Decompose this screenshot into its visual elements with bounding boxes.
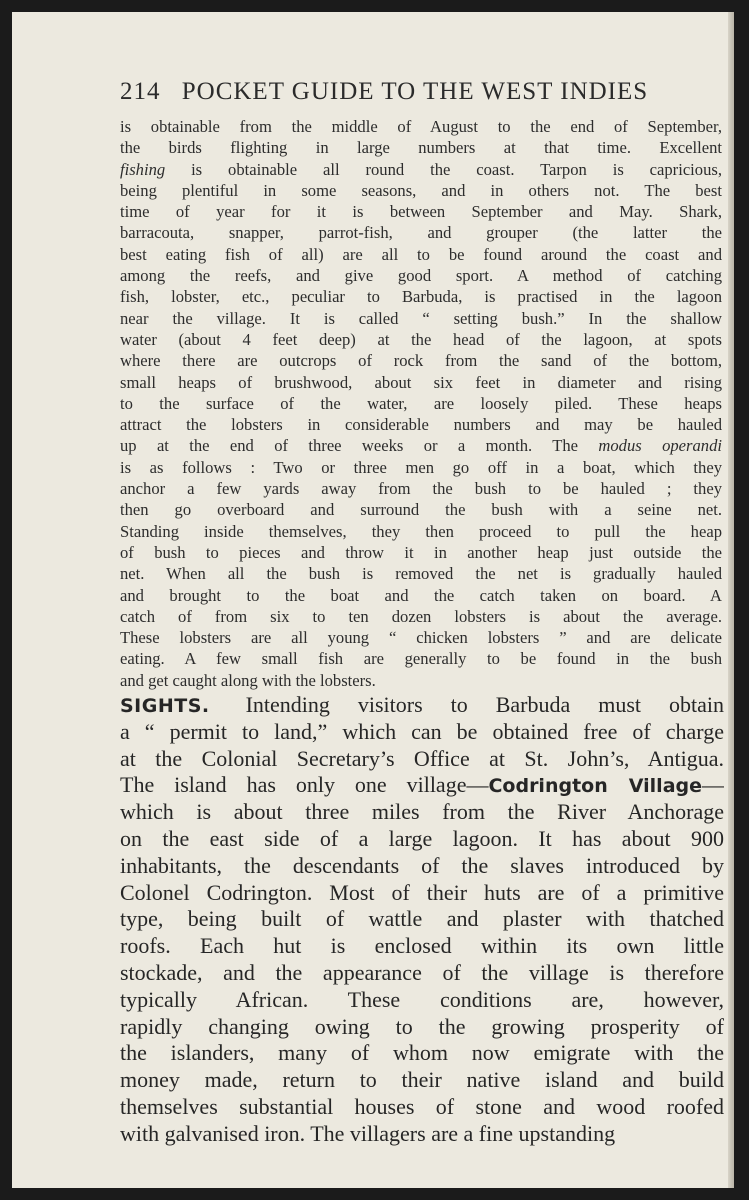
text-run: The island has only one village— <box>120 772 489 798</box>
text-run: the birds flighting in large numbers at that time. Excellent <box>120 138 722 158</box>
text-line <box>120 563 722 584</box>
running-header <box>120 78 648 106</box>
text-run: These lobsters are all young “ chicken lobsters ” and are delicate <box>120 628 722 648</box>
text-line <box>120 853 724 880</box>
text-run: inhabitants, the descendants of the slaves introduced by <box>120 852 724 878</box>
text-run: and brought to the boat and the catch taken on board. A <box>120 585 722 605</box>
text-line <box>120 499 722 520</box>
text-run: attract the lobsters in considerable numbers and may be hauled <box>120 415 722 435</box>
text-line <box>120 692 724 719</box>
text-line <box>120 906 724 933</box>
text-line <box>120 719 724 746</box>
text-run: time of year for it is between September and May. Shark, <box>120 202 722 222</box>
text-line <box>120 201 722 222</box>
text-run: near the village. It is called “ setting bush.” In the shallow <box>120 308 722 328</box>
text-line <box>120 265 722 286</box>
text-line <box>120 1014 724 1041</box>
text-line <box>120 137 722 158</box>
text-line <box>120 414 722 435</box>
text-line <box>120 521 722 542</box>
text-line <box>120 670 722 691</box>
text-line <box>120 826 724 853</box>
text-run: being plentiful in some seasons, and in others not. The best <box>120 180 722 200</box>
text-line <box>120 159 722 180</box>
text-run: is obtainable all round the coast. Tarpon is capricious, <box>165 159 722 179</box>
text-run: — <box>702 772 724 798</box>
book-page <box>12 12 734 1188</box>
text-line <box>120 772 724 799</box>
running-title: POCKET GUIDE TO THE WEST INDIES <box>181 78 649 105</box>
text-run: catch of from six to ten dozen lobsters is about the average. <box>120 606 722 626</box>
text-line <box>120 1067 724 1094</box>
text-run: up at the end of three weeks or a month. The <box>120 436 599 456</box>
section-heading: SIGHTS. <box>120 695 210 717</box>
text-line <box>120 478 722 499</box>
text-line <box>120 648 722 669</box>
text-line <box>120 457 722 478</box>
text-line <box>120 308 722 329</box>
text-run: money made, return to their native island and build <box>120 1067 724 1093</box>
text-line <box>120 746 724 773</box>
text-line <box>120 799 724 826</box>
text-line <box>120 585 722 606</box>
text-line <box>120 286 722 307</box>
text-run: fish, lobster, etc., peculiar to Barbuda, is practised in the lagoon <box>120 287 722 307</box>
text-line <box>120 222 722 243</box>
text-line <box>120 244 722 265</box>
text-line <box>120 542 722 563</box>
page-spine-shadow <box>728 12 734 1188</box>
text-run: which is about three miles from the River Anchorage <box>120 799 724 825</box>
text-run: eating. A few small fish are generally to be found in the bush <box>120 649 722 669</box>
place-name-bold: Codrington Village <box>488 775 702 798</box>
text-run: Standing inside themselves, they then proceed to pull the heap <box>120 521 722 541</box>
text-line <box>120 435 722 456</box>
fishing-paragraph <box>120 116 722 691</box>
text-line <box>120 180 722 201</box>
text-line <box>120 933 724 960</box>
text-run: net. When all the bush is removed the net is gradually hauled <box>120 564 722 584</box>
text-line <box>120 627 722 648</box>
text-run: of bush to pieces and throw it in another heap just outside the <box>120 542 722 562</box>
text-run: to the surface of the water, are loosely piled. These heaps <box>120 393 722 413</box>
text-run: best eating fish of all) are all to be found around the coast and <box>120 244 722 264</box>
text-run: among the reefs, and give good sport. A method of catching <box>120 266 722 286</box>
text-run: then go overboard and surround the bush with a seine net. <box>120 500 722 520</box>
text-line <box>120 372 722 393</box>
text-run: Colonel Codrington. Most of their huts are of a primitive <box>120 879 724 905</box>
text-run: themselves substantial houses of stone and wood roofed <box>120 1093 724 1119</box>
text-line <box>120 606 722 627</box>
text-line <box>120 329 722 350</box>
text-line <box>120 116 722 137</box>
italic-term: fishing <box>120 159 166 179</box>
text-line <box>120 1121 724 1148</box>
text-run: the islanders, many of whom now emigrate with the <box>120 1040 724 1066</box>
italic-term: modus operandi <box>598 436 722 456</box>
text-run: on the east side of a large lagoon. It has about 900 <box>120 825 724 851</box>
text-run: small heaps of brushwood, about six feet in diameter and rising <box>120 372 722 392</box>
text-run: where there are outcrops of rock from the sand of the bottom, <box>120 351 722 371</box>
text-line <box>120 987 724 1014</box>
text-run: water (about 4 feet deep) at the head of the lagoon, at spots <box>120 329 722 349</box>
text-run: stockade, and the appearance of the village is therefore <box>120 959 724 985</box>
text-run: is obtainable from the middle of August to the end of September, <box>120 117 722 136</box>
text-line <box>120 880 724 907</box>
text-run: type, being built of wattle and plaster with thatched <box>120 906 724 932</box>
text-line <box>120 393 722 414</box>
text-line <box>120 350 722 371</box>
page-number: 214 <box>120 78 161 105</box>
text-run: at the Colonial Secretary’s Office at St. John’s, Antigua. <box>120 745 724 771</box>
text-run: rapidly changing owing to the growing prosperity of <box>120 1013 724 1039</box>
text-line <box>120 1040 724 1067</box>
text-run: Intending visitors to Barbuda must obtain <box>217 692 724 717</box>
text-run: typically African. These conditions are, however, <box>120 986 724 1012</box>
text-run: barracouta, snapper, parrot-fish, and grouper (the latter the <box>120 223 722 243</box>
text-run: roofs. Each hut is enclosed within its own little <box>120 933 724 959</box>
text-run: is as follows : Two or three men go off in a boat, which they <box>120 457 722 477</box>
text-run: and get caught along with the lobsters. <box>120 670 376 690</box>
text-run: anchor a few yards away from the bush to be hauled ; they <box>120 479 722 499</box>
text-line <box>120 960 724 987</box>
sights-paragraph <box>120 692 724 1148</box>
text-run: a “ permit to land,” which can be obtained free of charge <box>120 718 724 744</box>
text-line <box>120 1094 724 1121</box>
text-run: with galvanised iron. The villagers are a fine upstanding <box>120 1120 616 1146</box>
